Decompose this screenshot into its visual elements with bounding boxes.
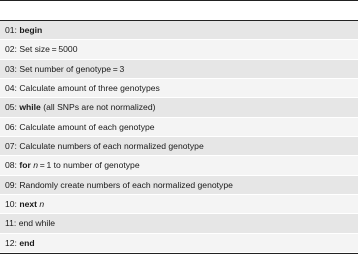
line-text-pre: Set number of genotype = 3 [19,63,125,74]
line-variable: n [33,160,38,171]
algorithm-line-06 [0,118,358,137]
line-variable: n [39,198,45,209]
algorithm-line-05 [0,98,358,117]
line-text-pre: Randomly create numbers of each normalized genotype [19,179,233,190]
line-number: 08: [5,160,17,171]
algorithm-line-03 [0,60,358,79]
line-number: 10: [5,198,17,209]
algorithm-rows [0,21,358,253]
line-text-pre: Calculate amount of three genotypes [19,82,160,93]
algorithm-line-12 [0,234,358,253]
line-number: 09: [5,179,17,190]
line-text-pre: end while [18,218,56,229]
line-keyword: next [19,198,38,209]
line-number: 11: [5,218,17,229]
line-text-pre: Calculate numbers of each normalized genotype [19,140,204,151]
algorithm-line-08 [0,156,358,175]
table-bottom-rule [0,253,358,254]
line-number: 05: [5,102,17,113]
line-text-pre: Calculate amount of each genotype [19,121,155,132]
algorithm-line-02 [0,40,358,59]
line-number: 12: [5,237,17,248]
algorithm-line-07 [0,137,358,156]
line-text-pre: Set size = 5000 [19,44,78,55]
line-number: 04: [5,82,17,93]
algorithm-line-01 [0,21,358,40]
algorithm-line-11 [0,214,358,233]
line-number: 03: [5,63,17,74]
line-text-post: = 1 to number of genotype [37,160,140,171]
line-keyword: begin [19,25,43,35]
line-number: 02: [5,44,17,55]
line-keyword: end [19,237,35,248]
algorithm-line-04 [0,79,358,98]
algorithm-line-09 [0,176,358,195]
line-keyword: while [19,102,41,113]
algorithm-line-10 [0,195,358,214]
table-header-blank [0,1,358,20]
line-number: 01: [5,25,17,35]
line-keyword: for [19,160,31,171]
line-number: 07: [5,140,17,151]
line-number: 06: [5,121,17,132]
line-text-post: (all SNPs are not normalized) [40,102,156,113]
